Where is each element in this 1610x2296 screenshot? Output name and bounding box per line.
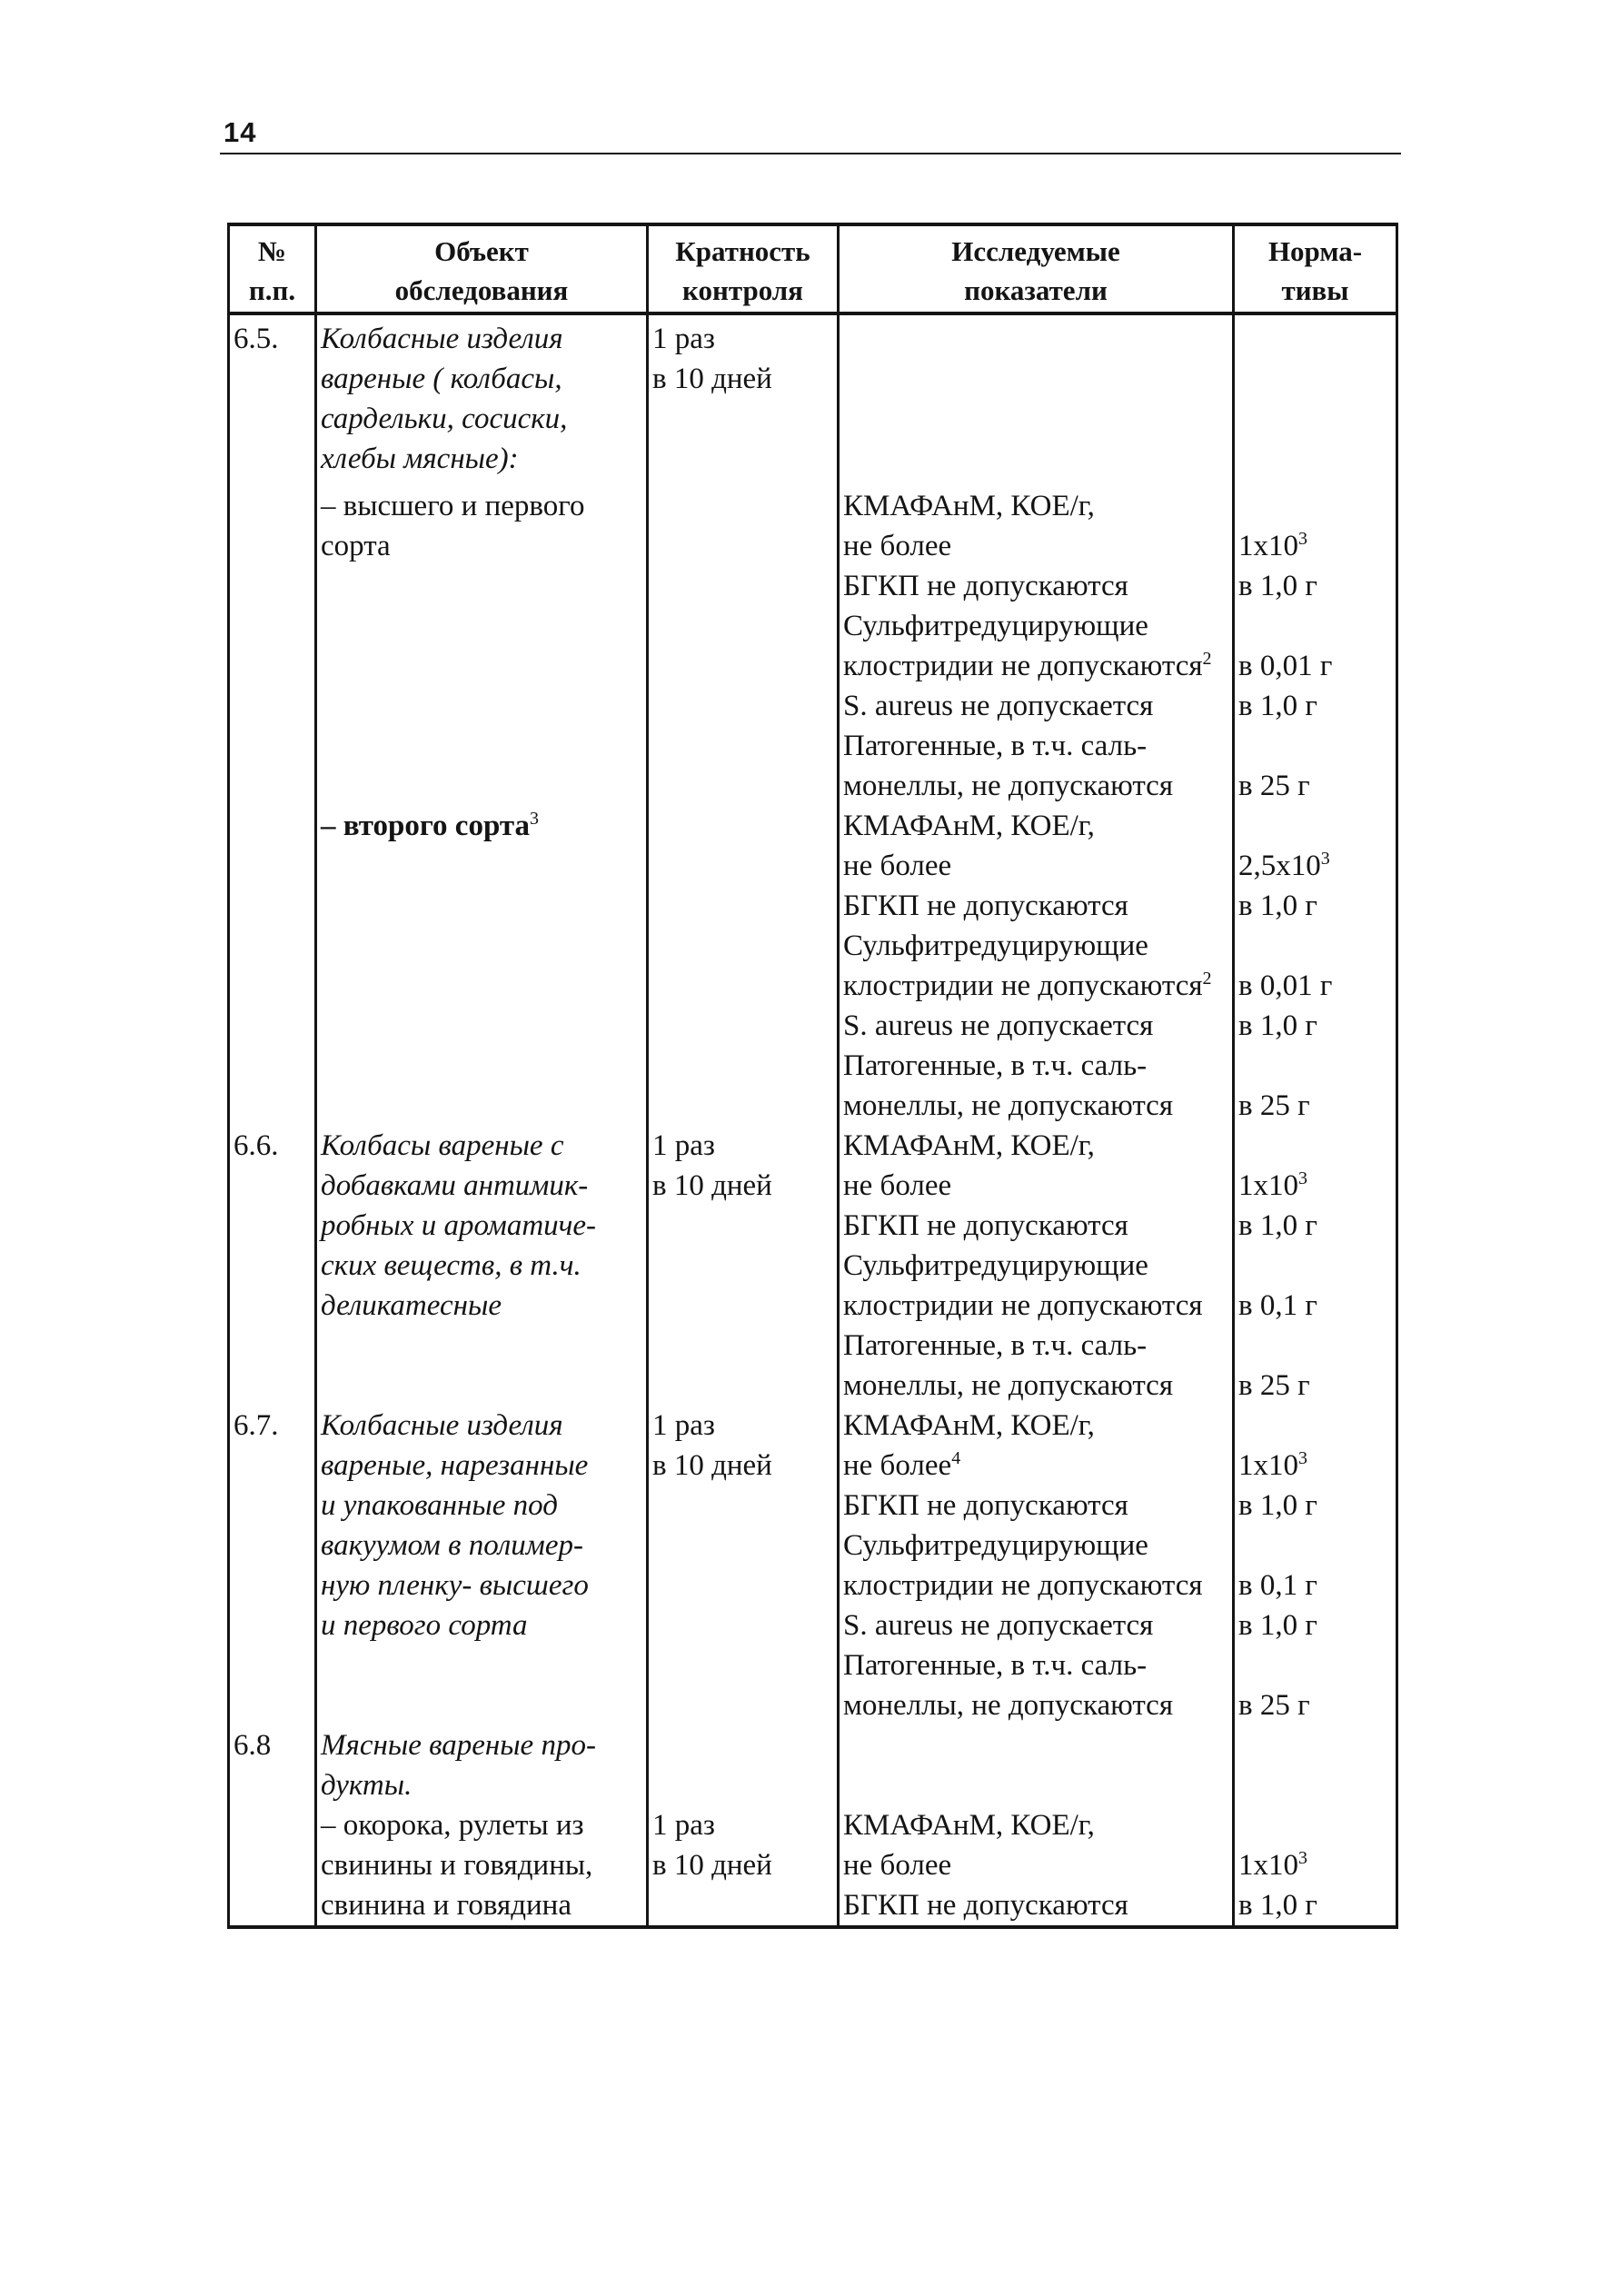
object-cell: Мясные вареные про- дукты. – окорока, рулеты из свинины и говядины, свинина и говядина [316, 1725, 648, 1927]
subitem-grade-1: – высшего и первого [321, 490, 585, 522]
norms-cell: $1x10^3$ в 1,0 г в 0,1 г в 25 г [1234, 1126, 1397, 1406]
subitem-grade-2: – второго сорта [321, 810, 530, 842]
norms-cell: $1x10^3$ в 1,0 г [1234, 1725, 1397, 1927]
table-row [229, 1406, 1397, 1725]
table-row [229, 1126, 1397, 1406]
indicators-cell: КМАФАнМ, КОЕ/г, не более$^4$ БГКП не допускаются Сульфитредуцирующие клостридии не допускаются S. aureus не допускается Патогенные, в т.ч. саль- монеллы, не допускаются [839, 1406, 1234, 1725]
page-number: 14 [224, 116, 257, 148]
frequency-cell: 1 раз в 10 дней [648, 1725, 839, 1927]
microbiology-norms-table [227, 223, 1398, 1929]
row-number: 6.6. [229, 1126, 316, 1406]
object-cell: Колбасы вареные с добавками антимик- робных и ароматиче- ских веществ, в т.ч. деликатесные [316, 1126, 648, 1406]
frequency-cell: 1 раз в 10 дней [648, 313, 839, 1126]
indicators-cell: КМАФАнМ, КОЕ/г, не более БГКП не допускаются Сульфитредуцирующие клостридии не допускаются Патогенные, в т.ч. саль- монеллы, не допускаются [839, 1126, 1234, 1406]
header-number: № п.п. [229, 224, 316, 313]
indicators-cell: КМАФАнМ, КОЕ/г, не более БГКП не допускаются [839, 1725, 1234, 1927]
indicators-cell: КМАФАнМ, КОЕ/г, не более БГКП не допускаются Сульфитредуцирующие клостридии не допускаются$^2$ S. aureus не допускается Патогенные, в т.ч. саль- монеллы, не допускаются КМАФАнМ, КОЕ/г, не более БГКП не допускаются Сульфитредуцирующие клостридии не допускаются$^2$ S. aureus не допускается Патогенные, в т.ч. саль- монеллы, не допускаются [839, 313, 1234, 1126]
header-frequency: Кратность контроля [648, 224, 839, 313]
row-number: 6.8 [229, 1725, 316, 1927]
header-indicators: Исследуемые показатели [839, 224, 1234, 313]
object-cell: Колбасные изделия вареные ( колбасы, сардельки, сосиски, хлебы мясные): – высшего и первого сорта – второго сорта$^3$ [316, 313, 648, 1126]
row-number: 6.7. [229, 1406, 316, 1725]
norms-cell: $1x10^3$ в 1,0 г в 0,01 г в 1,0 г в 25 г $2,5x10^3$ в 1,0 г в 0,01 г в 1,0 г в 25 г [1234, 313, 1397, 1126]
table-row [229, 313, 1397, 1126]
header-rule [220, 153, 1401, 154]
row-number: 6.5. [229, 313, 316, 1126]
frequency-cell: 1 раз в 10 дней [648, 1126, 839, 1406]
table-row [229, 1725, 1397, 1927]
header-object: Объект обследования [316, 224, 648, 313]
object-cell: Колбасные изделия вареные, нарезанные и упакованные под вакуумом в полимер- ную пленку- высшего и первого сорта [316, 1406, 648, 1725]
frequency-cell: 1 раз в 10 дней [648, 1406, 839, 1725]
norms-cell: $1x10^3$ в 1,0 г в 0,1 г в 1,0 г в 25 г [1234, 1406, 1397, 1725]
table-header-row [229, 224, 1397, 313]
header-norms: Норма- тивы [1234, 224, 1397, 313]
